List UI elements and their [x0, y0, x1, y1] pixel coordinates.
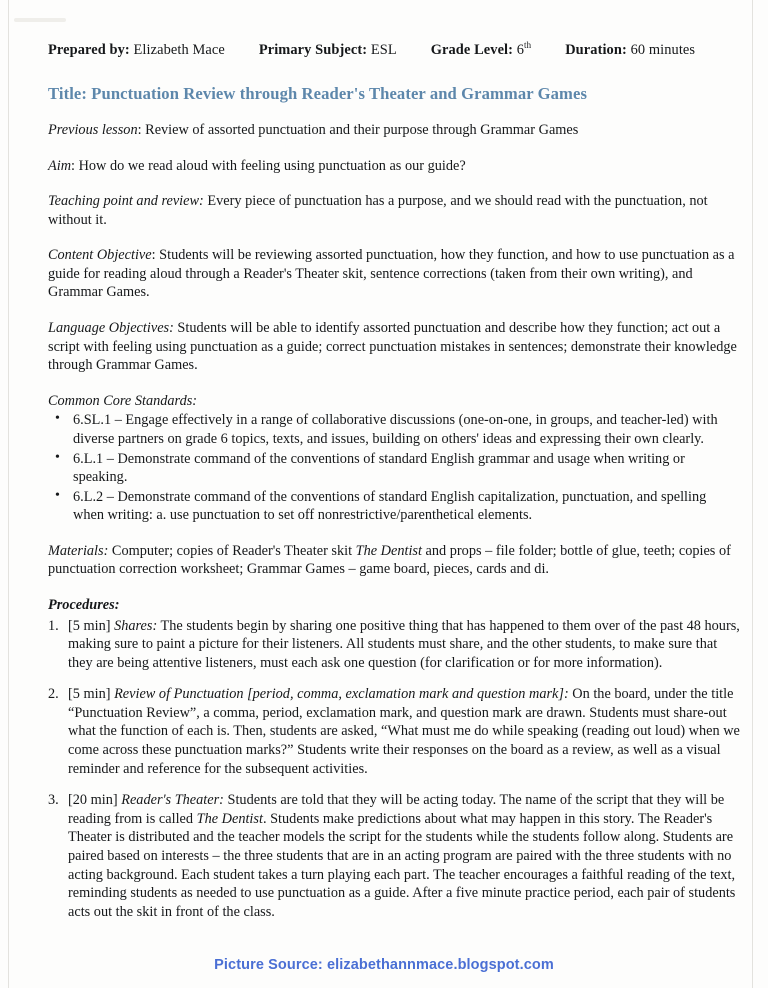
- teaching-point-text: Every piece of punctuation has a purpose, and we should read with the punctuation, not without it.: [48, 193, 708, 228]
- duration-field: [565, 42, 695, 59]
- prepared-by-value: Elizabeth Mace: [133, 42, 225, 58]
- language-objectives-paragraph: [48, 319, 740, 375]
- document-content: [48, 0, 740, 921]
- procedure-body-part2: . Students make predictions about what may happen in this story. The Reader's Theater is distributed and the teacher models the script for the students while the students follow along. Students are paired based on interests – the three students that are in an acting program are paired with the three students with no acting background. Each student takes a turn playing each part. The teacher encourages a faithful reading of the text, reminding students as needed to use punctuation as a guide. After a five minute practice period, each pair of students acts out the skit in front of the class.: [68, 810, 736, 920]
- prepared-by-label: Prepared by:: [48, 42, 130, 58]
- procedure-title: Review of Punctuation [period, comma, exclamation mark and question mark]:: [114, 686, 569, 703]
- scan-edge-right: [752, 0, 753, 988]
- aim-label: Aim: [48, 157, 72, 174]
- page-title: Title: Punctuation Review through Reader's Theater and Grammar Games: [48, 84, 588, 103]
- procedures-list: [48, 617, 740, 922]
- materials-text-before: Computer; copies of Reader's Theater skit: [108, 542, 356, 559]
- procedure-skit-title: The Dentist: [196, 810, 263, 827]
- primary-subject-value: ESL: [370, 42, 397, 58]
- primary-subject-field: [259, 42, 397, 59]
- language-objectives-text: Students will be able to identify assorted punctuation and describe how they function; act out a script with feeling using punctuation as a guide; correct punctuation mistakes in sentences; demonstrate their knowledge through Grammar Games.: [48, 320, 737, 374]
- content-objective-paragraph: [48, 246, 740, 302]
- aim-text: : How do we read aloud with feeling using punctuation as our guide?: [71, 157, 466, 174]
- previous-lesson-paragraph: [48, 121, 740, 140]
- materials-text-after: and props – file folder; bottle of glue, teeth; copies of punctuation correction worksheet; Grammar Games – game board, pieces, cards and di.: [48, 542, 731, 578]
- procedure-body: The students begin by sharing one positive thing that has happened to them over of the past 48 hours, making sure to paint a picture for their listeners. All students must share, and the other students, to make sure that they are being attentive listeners, must each ask one question (for clarification or for more information).: [68, 617, 740, 671]
- previous-lesson-label: Previous lesson: [48, 122, 138, 138]
- grade-level-number: 6: [516, 42, 525, 58]
- procedure-body-part1: Students are told that they will be acting today. The name of the script that they will be reading from is called: [68, 792, 725, 827]
- grade-level-ordinal-suffix: th: [524, 40, 532, 51]
- aim-paragraph: [48, 157, 740, 176]
- procedure-body: On the board, under the title “Punctuation Review”, a comma, period, exclamation mark, and question mark are drawn. Students must share-out what the function of each is. Then, students are asked, “What must me do while speaking (reading out loud) when we come across these punctuation marks?” Students write their responses on the board as a review, as well as a visual reminder and reference for the subsequent activities.: [68, 686, 740, 777]
- list-item: [48, 617, 740, 673]
- procedures-heading: Procedures:: [48, 596, 120, 613]
- list-item: • 6.L.1 – Demonstrate command of the conventions of standard English grammar and usage when writing or speaking.: [48, 450, 740, 487]
- primary-subject-label: Primary Subject:: [258, 42, 368, 58]
- list-item: [48, 685, 740, 778]
- grade-level-label: Grade Level:: [430, 42, 514, 58]
- scan-edge-left: [8, 0, 9, 988]
- teaching-point-label: Teaching point and review:: [48, 193, 204, 210]
- procedure-title: Reader's Theater:: [121, 792, 224, 809]
- picture-source-credit[interactable]: Picture Source: elizabethannmace.blogspot.com: [214, 957, 554, 973]
- procedure-duration: [5 min]: [68, 686, 115, 703]
- teaching-point-paragraph: [48, 192, 740, 229]
- materials-label: Materials:: [48, 542, 109, 559]
- language-objectives-label: Language Objectives:: [48, 320, 174, 337]
- prepared-by-field: [48, 42, 225, 59]
- content-objective-text: : Students will be reviewing assorted punctuation, how they function, and how to use punctuation as a guide for reading aloud through a Reader's Theater skit, sentence corrections (taken from their own writing), and Grammar Games.: [48, 247, 735, 301]
- materials-paragraph: [48, 542, 740, 579]
- procedure-duration: [5 min]: [68, 617, 115, 634]
- list-item: • 6.SL.1 – Engage effectively in a range of collaborative discussions (one-on-one, in groups, and teacher-led) with diverse partners on grade 6 topics, texts, and issues, building on others' ideas and expressing their own clearly.: [48, 411, 740, 448]
- list-item: • 6.L.2 – Demonstrate command of the conventions of standard English capitalization, punctuation, and spelling when writing: a. use punctuation to set off nonrestrictive/parenthetical elements.: [48, 488, 740, 525]
- common-core-standards-list: [48, 411, 740, 524]
- materials-skit-title: The Dentist: [355, 542, 422, 559]
- previous-lesson-text: : Review of assorted punctuation and their purpose through Grammar Games: [137, 122, 579, 138]
- grade-level-value: [517, 42, 531, 58]
- procedure-duration: [20 min]: [68, 792, 122, 809]
- duration-label: Duration:: [565, 42, 627, 58]
- grade-level-field: [431, 42, 531, 59]
- document-header-meta: [48, 0, 740, 59]
- list-item: [48, 791, 740, 921]
- common-core-heading: Common Core Standards:: [48, 392, 198, 409]
- procedure-title: Shares:: [114, 617, 158, 634]
- duration-value: 60 minutes: [630, 42, 696, 58]
- content-objective-label: Content Objective: [48, 247, 152, 264]
